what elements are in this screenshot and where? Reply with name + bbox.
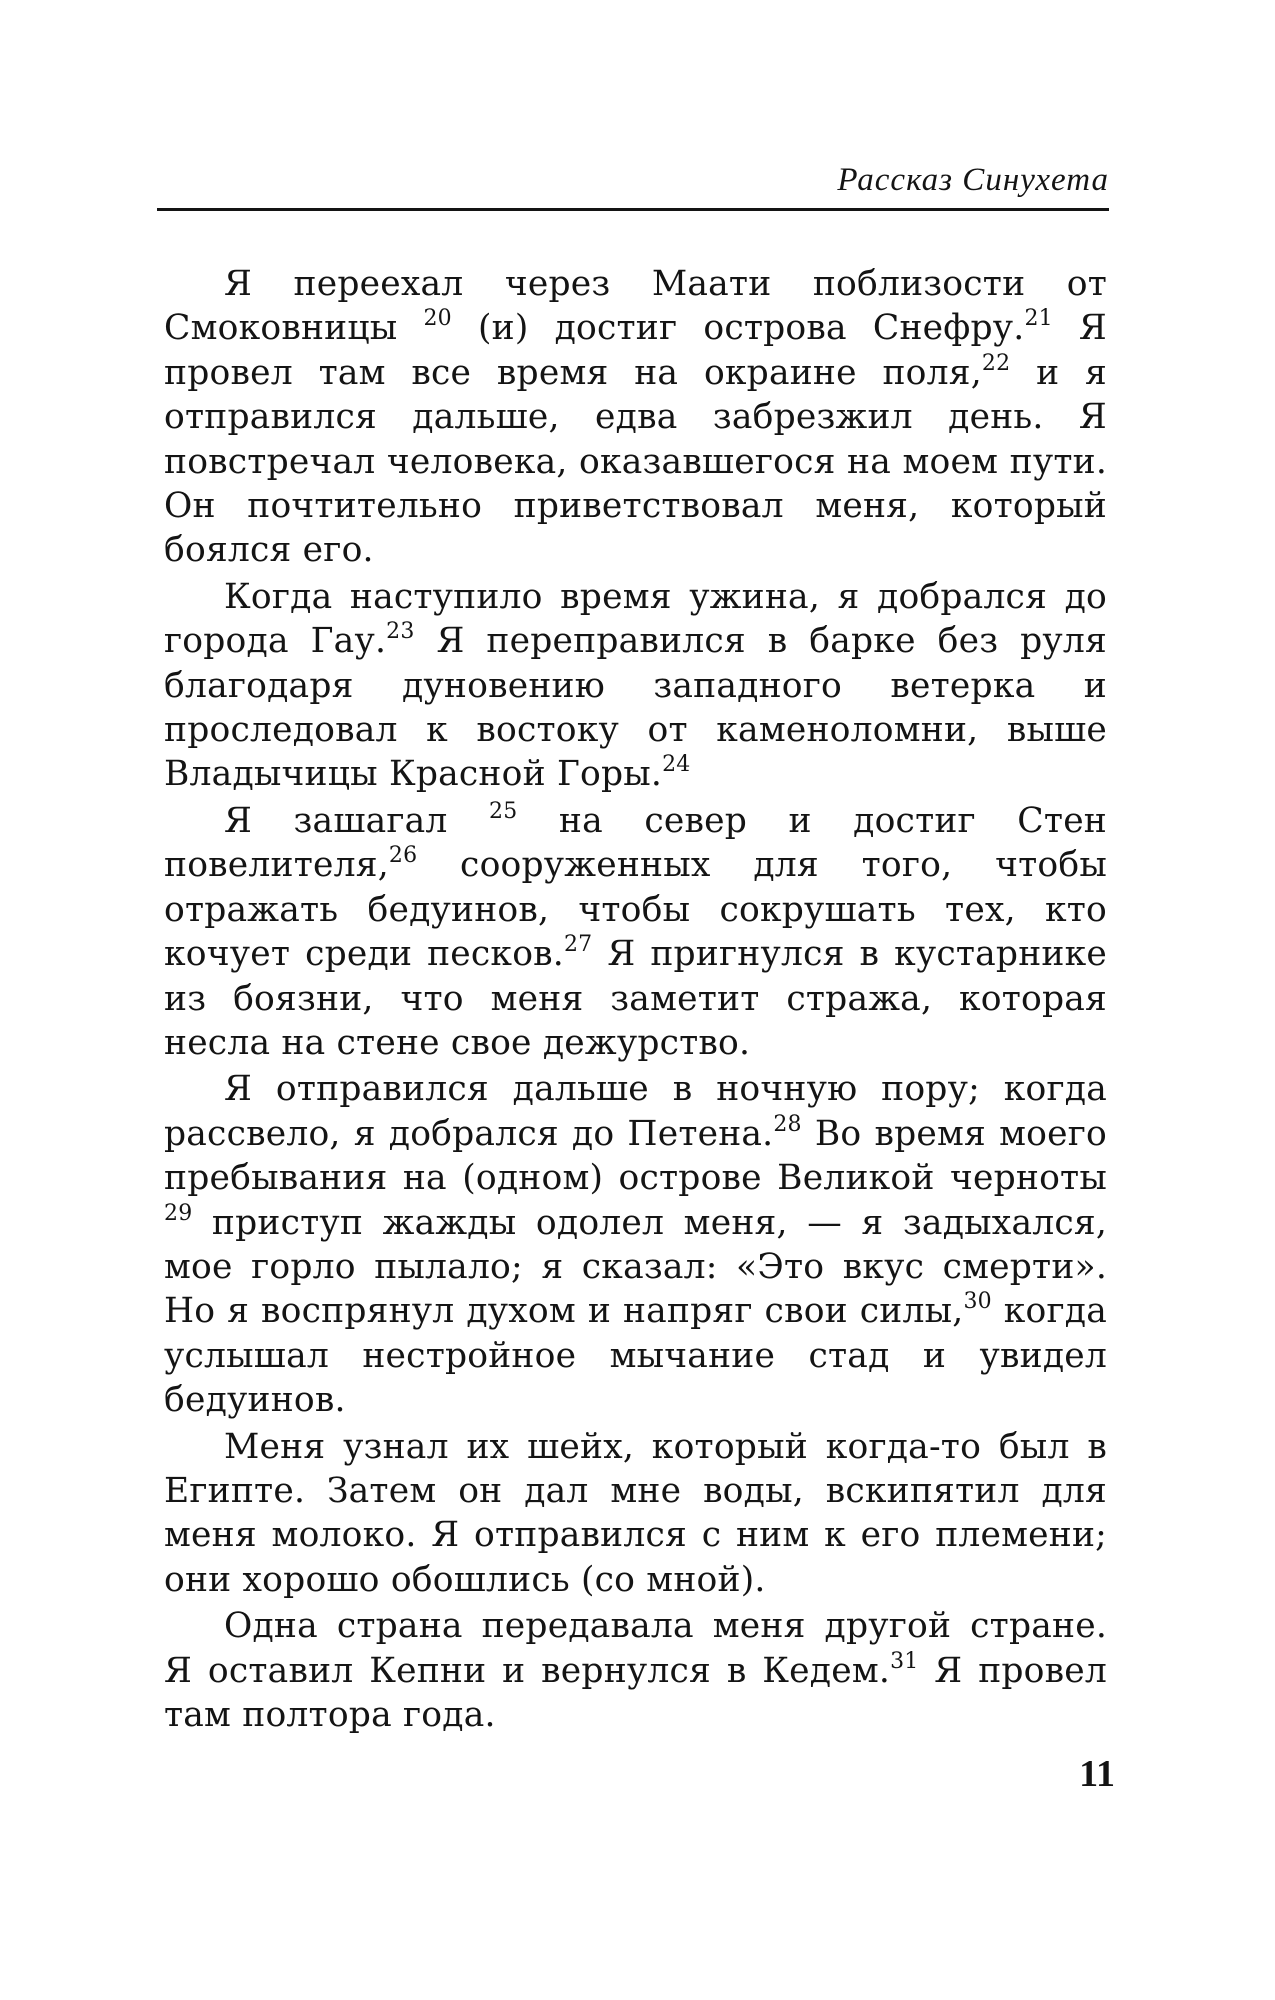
footnote-ref: 31 bbox=[890, 1648, 919, 1674]
text-run: (и) достиг острова Снефру. bbox=[451, 308, 1025, 349]
header-rule bbox=[157, 208, 1109, 211]
text-run: Меня узнал их шейх, который когда-то был в Египте. Затем он дал мне воды, вскипятил для меня молоко. Я отправился с ним к его племени; они хорошо обошлись (со мной). bbox=[164, 1426, 1107, 1600]
paragraph bbox=[164, 262, 1107, 573]
text-run: и я отправился дальше, едва забрезжил день. Я повстречал человека, оказавшегося на моем пути. Он почтительно приветствовал меня, который боялся его. bbox=[164, 352, 1107, 571]
footnote-ref: 20 bbox=[423, 306, 452, 332]
page-number: 11 bbox=[1079, 1753, 1115, 1795]
footnote-ref: 25 bbox=[489, 798, 518, 824]
footnote-ref: 21 bbox=[1024, 306, 1053, 332]
footnote-ref: 30 bbox=[963, 1289, 992, 1315]
footnote-ref: 22 bbox=[981, 350, 1011, 376]
footnote-ref: 27 bbox=[563, 932, 593, 958]
text-run: сооруженных для того, чтобы отражать бедуинов, чтобы сокрушать тех, кто кочует среди песков. bbox=[164, 845, 1107, 975]
text-run: Я отправился дальше в ночную пору; когда рассвело, я добрался до Петена. bbox=[164, 1069, 1107, 1154]
paragraph bbox=[164, 575, 1107, 797]
footnote-ref: 28 bbox=[773, 1111, 802, 1137]
text-run: Я переехал через Маати поблизости от Смоковницы bbox=[164, 264, 1107, 349]
footnote-ref: 24 bbox=[662, 752, 691, 778]
footnote-ref: 29 bbox=[164, 1200, 193, 1226]
paragraph bbox=[164, 1067, 1107, 1422]
footnote-ref: 23 bbox=[386, 619, 415, 645]
text-run: Одна страна передавала меня другой стране. Я оставил Кепни и вернулся в Кедем. bbox=[164, 1606, 1107, 1691]
text-run: когда услышал нестройное мычание стад и увидел бедуинов. bbox=[164, 1291, 1107, 1421]
running-head: Рассказ Синухета bbox=[837, 162, 1109, 198]
footnote-ref: 26 bbox=[388, 843, 418, 869]
text-run: приступ жажды одолел меня, — я задыхался, мое горло пылало; я сказал: «Это вкус смерти». Но я воспрянул духом и напряг свои силы, bbox=[164, 1202, 1107, 1332]
paragraph bbox=[164, 1604, 1107, 1737]
text-run: Я пригнулся в кустарнике из боязни, что меня заметит стража, которая несла на стене свое дежурство. bbox=[164, 934, 1107, 1063]
text-run: на север и достиг Стен повелителя, bbox=[164, 800, 1108, 886]
paragraph bbox=[164, 1425, 1107, 1603]
body-text bbox=[164, 262, 1107, 1739]
text-run: Я переправился в барке без руля благодаря дуновению западного ветерка и проследовал к востоку от каменоломни, выше Владычицы Красной Горы. bbox=[164, 621, 1107, 795]
text-run: Когда наступило время ужина, я добрался до города Гау. bbox=[164, 576, 1107, 662]
text-run: Во время моего пребывания на (одном) острове Великой черноты bbox=[164, 1113, 1107, 1199]
text-run: Я зашагал bbox=[224, 800, 490, 841]
paragraph bbox=[164, 799, 1107, 1065]
text-run: Я провел там полтора года. bbox=[164, 1650, 1108, 1735]
text-run: Я провел там все время на окраине поля, bbox=[164, 308, 1107, 393]
